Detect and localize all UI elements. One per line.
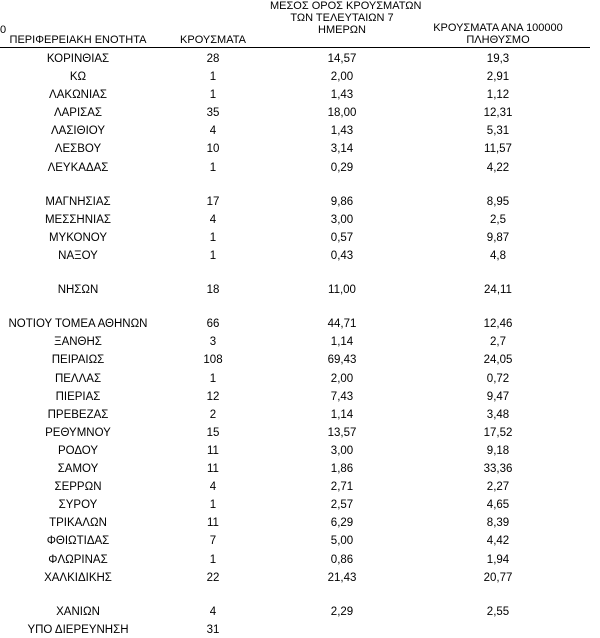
avg-cell: 11,00 — [328, 284, 356, 296]
table-row — [0, 123, 600, 139]
table-row — [0, 570, 600, 586]
region-cell: ΝΟΤΙΟΥ ΤΟΜΕΑ ΑΘΗΝΩΝ — [8, 318, 148, 330]
avg-cell: 3,00 — [330, 445, 354, 457]
avg-cell: 18,00 — [327, 107, 357, 119]
table-row — [0, 141, 600, 157]
per100k-cell: 4,42 — [486, 535, 510, 547]
table-row — [0, 282, 600, 298]
table-row — [0, 425, 600, 441]
cases-cell: 10 — [206, 143, 220, 155]
table-row — [0, 69, 600, 85]
cases-cell: 11 — [207, 517, 219, 529]
per100k-cell: 5,31 — [486, 125, 510, 137]
avg-cell: 69,43 — [327, 354, 357, 366]
per100k-cell: 24,11 — [484, 284, 512, 296]
per100k-cell: 3,48 — [486, 409, 510, 421]
header-avg-line3: ΗΜΕΡΩΝ — [318, 24, 366, 36]
avg-cell: 9,86 — [330, 196, 354, 208]
leading-mark: 0 — [0, 24, 7, 36]
region-cell: ΠΕΙΡΑΙΩΣ — [51, 354, 105, 366]
table-row — [0, 407, 600, 423]
per100k-cell: 11,57 — [484, 143, 512, 155]
avg-cell: 2,71 — [330, 481, 354, 493]
cases-cell: 1 — [209, 373, 217, 385]
region-cell: ΡΕΘΥΜΝΟΥ — [45, 427, 111, 439]
avg-cell: 7,43 — [330, 391, 354, 403]
avg-cell: 0,43 — [330, 250, 354, 262]
region-cell: ΣΑΜΟΥ — [57, 463, 99, 475]
table-row — [0, 352, 600, 368]
table-row — [0, 105, 600, 121]
avg-cell: 0,57 — [330, 232, 354, 244]
avg-cell: 1,86 — [330, 463, 354, 475]
per100k-cell: 9,47 — [486, 391, 510, 403]
avg-cell: 6,29 — [330, 517, 354, 529]
avg-cell: 14,57 — [327, 53, 357, 65]
table-row — [0, 160, 600, 176]
header-region: ΠΕΡΙΦΕΡΕΙΑΚΗ ΕΝΟΤΗΤΑ — [9, 34, 147, 46]
table-row — [0, 604, 600, 620]
cases-cell: 11 — [207, 445, 219, 457]
avg-cell: 1,43 — [330, 125, 354, 137]
table-row — [0, 461, 600, 477]
table-row — [0, 479, 600, 495]
avg-cell: 2,00 — [330, 71, 354, 83]
table-row — [0, 443, 600, 459]
region-cell: ΛΑΡΙΣΑΣ — [53, 107, 103, 119]
cases-cell: 7 — [209, 535, 217, 547]
per100k-cell: 2,5 — [490, 214, 506, 226]
cases-cell: 17 — [206, 196, 220, 208]
region-cell: ΚΩ — [69, 71, 87, 83]
per100k-cell: 19,3 — [486, 53, 510, 65]
per100k-cell: 17,52 — [483, 427, 513, 439]
region-cell: ΝΗΣΩΝ — [57, 284, 99, 296]
cases-cell: 28 — [206, 53, 220, 65]
region-cell: ΧΑΝΙΩΝ — [56, 606, 100, 618]
cases-cell: 66 — [206, 318, 220, 330]
cases-cell: 1 — [209, 250, 217, 262]
region-cell: ΛΑΣΙΘΙΟΥ — [50, 125, 106, 137]
header-cases: ΚΡΟΥΣΜΑΤΑ — [180, 34, 246, 46]
region-cell: ΛΑΚΩΝΙΑΣ — [49, 89, 107, 101]
table-row — [0, 515, 600, 531]
cases-cell: 18 — [206, 284, 220, 296]
avg-cell: 3,00 — [330, 214, 354, 226]
per100k-cell: 4,65 — [486, 499, 510, 511]
region-cell: ΠΡΕΒΕΖΑΣ — [47, 409, 109, 421]
per100k-cell: 1,12 — [486, 89, 510, 101]
per100k-cell: 4,22 — [486, 162, 510, 174]
cases-cell: 4 — [209, 214, 217, 226]
per100k-cell: 8,39 — [486, 517, 510, 529]
region-cell: ΦΘΙΩΤΙΔΑΣ — [46, 535, 110, 547]
table-row — [0, 389, 600, 405]
per100k-cell: 9,18 — [486, 445, 510, 457]
table-row — [0, 248, 600, 264]
cases-cell: 15 — [206, 427, 220, 439]
per100k-cell: 24,05 — [483, 354, 513, 366]
per100k-cell: 1,94 — [486, 554, 510, 566]
avg-cell: 2,00 — [330, 373, 354, 385]
region-cell: ΣΕΡΡΩΝ — [54, 481, 102, 493]
cases-cell: 3 — [209, 336, 217, 348]
region-cell: ΞΑΝΘΗΣ — [54, 336, 102, 348]
table-row — [0, 533, 600, 549]
table-row — [0, 51, 600, 67]
cases-cell: 12 — [206, 391, 220, 403]
cases-cell: 22 — [206, 572, 220, 584]
avg-cell: 0,29 — [330, 162, 354, 174]
cases-cell: 1 — [209, 499, 217, 511]
cases-cell: 1 — [209, 232, 217, 244]
cases-cell: 4 — [209, 481, 217, 493]
region-cell: ΦΛΩΡΙΝΑΣ — [48, 554, 108, 566]
region-cell: ΚΟΡΙΝΘΙΑΣ — [46, 53, 110, 65]
region-cell: ΧΑΛΚΙΔΙΚΗΣ — [44, 572, 112, 584]
region-cell: ΛΕΥΚΑΔΑΣ — [47, 162, 109, 174]
region-cell: ΜΕΣΣΗΝΙΑΣ — [44, 214, 112, 226]
header-divider — [0, 47, 590, 48]
avg-cell: 44,71 — [327, 318, 357, 330]
avg-cell: 1,14 — [330, 336, 354, 348]
cases-cell: 1 — [209, 162, 217, 174]
cases-cell: 11 — [207, 463, 219, 475]
table-row — [0, 194, 600, 210]
table-row — [0, 230, 600, 246]
per100k-cell: 0,72 — [486, 373, 510, 385]
region-cell: ΣΥΡΟΥ — [58, 499, 98, 511]
avg-cell: 1,43 — [330, 89, 354, 101]
cases-cell: 108 — [203, 354, 223, 366]
per100k-cell: 4,8 — [490, 250, 506, 262]
table-row — [0, 497, 600, 513]
avg-cell: 21,43 — [327, 572, 357, 584]
per100k-cell: 12,31 — [483, 107, 513, 119]
per100k-cell: 8,95 — [486, 196, 510, 208]
region-cell: ΡΟΔΟΥ — [57, 445, 99, 457]
table-row — [0, 316, 600, 332]
avg-cell: 1,14 — [330, 409, 354, 421]
avg-cell: 3,14 — [330, 143, 354, 155]
region-cell: ΠΕΛΛΑΣ — [54, 373, 102, 385]
cases-cell: 2 — [209, 409, 217, 421]
avg-cell: 2,57 — [330, 499, 354, 511]
per100k-cell: 33,36 — [483, 463, 513, 475]
cases-cell: 1 — [209, 89, 217, 101]
cases-cell: 35 — [206, 107, 220, 119]
cases-cell: 1 — [209, 71, 217, 83]
avg-cell: 2,29 — [330, 606, 354, 618]
region-cell: ΝΑΞΟΥ — [58, 250, 98, 262]
table-row — [0, 87, 600, 103]
cases-cell: 31 — [206, 624, 220, 636]
region-cell: ΜΑΓΝΗΣΙΑΣ — [45, 196, 111, 208]
header-avg-line1: ΜΕΣΟΣ ΟΡΟΣ ΚΡΟΥΣΜΑΤΩΝ — [270, 0, 422, 12]
avg-cell: 0,86 — [330, 554, 354, 566]
table-row — [0, 334, 600, 350]
per100k-cell: 2,55 — [486, 606, 510, 618]
header-per100k-line1: ΚΡΟΥΣΜΑΤΑ ΑΝΑ 100000 — [433, 22, 563, 34]
avg-cell: 5,00 — [330, 535, 354, 547]
cases-cell: 4 — [209, 606, 217, 618]
region-cell: ΛΕΣΒΟΥ — [54, 143, 102, 155]
per100k-cell: 20,77 — [483, 572, 513, 584]
avg-cell: 13,57 — [327, 427, 357, 439]
region-cell: ΜΥΚΟΝΟΥ — [48, 232, 108, 244]
per100k-cell: 2,27 — [486, 481, 510, 493]
region-cell: ΥΠΟ ΔΙΕΡΕΥΝΗΣΗ — [27, 624, 129, 636]
per100k-cell: 2,91 — [486, 71, 510, 83]
region-cell: ΠΙΕΡΙΑΣ — [55, 391, 101, 403]
cases-cell: 1 — [209, 554, 217, 566]
cases-cell: 4 — [209, 125, 217, 137]
per100k-cell: 9,87 — [486, 232, 510, 244]
header-per100k-line2: ΠΛΗΘΥΣΜΟ — [466, 34, 530, 46]
header-avg-line2: ΤΩΝ ΤΕΛΕΥΤΑΙΩΝ 7 — [290, 12, 394, 24]
per100k-cell: 2,7 — [490, 336, 506, 348]
region-cell: ΤΡΙΚΑΛΩΝ — [49, 517, 107, 529]
table-row — [0, 212, 600, 228]
table-row — [0, 622, 600, 638]
table-row — [0, 371, 600, 387]
per100k-cell: 12,46 — [483, 318, 513, 330]
table-row — [0, 552, 600, 568]
